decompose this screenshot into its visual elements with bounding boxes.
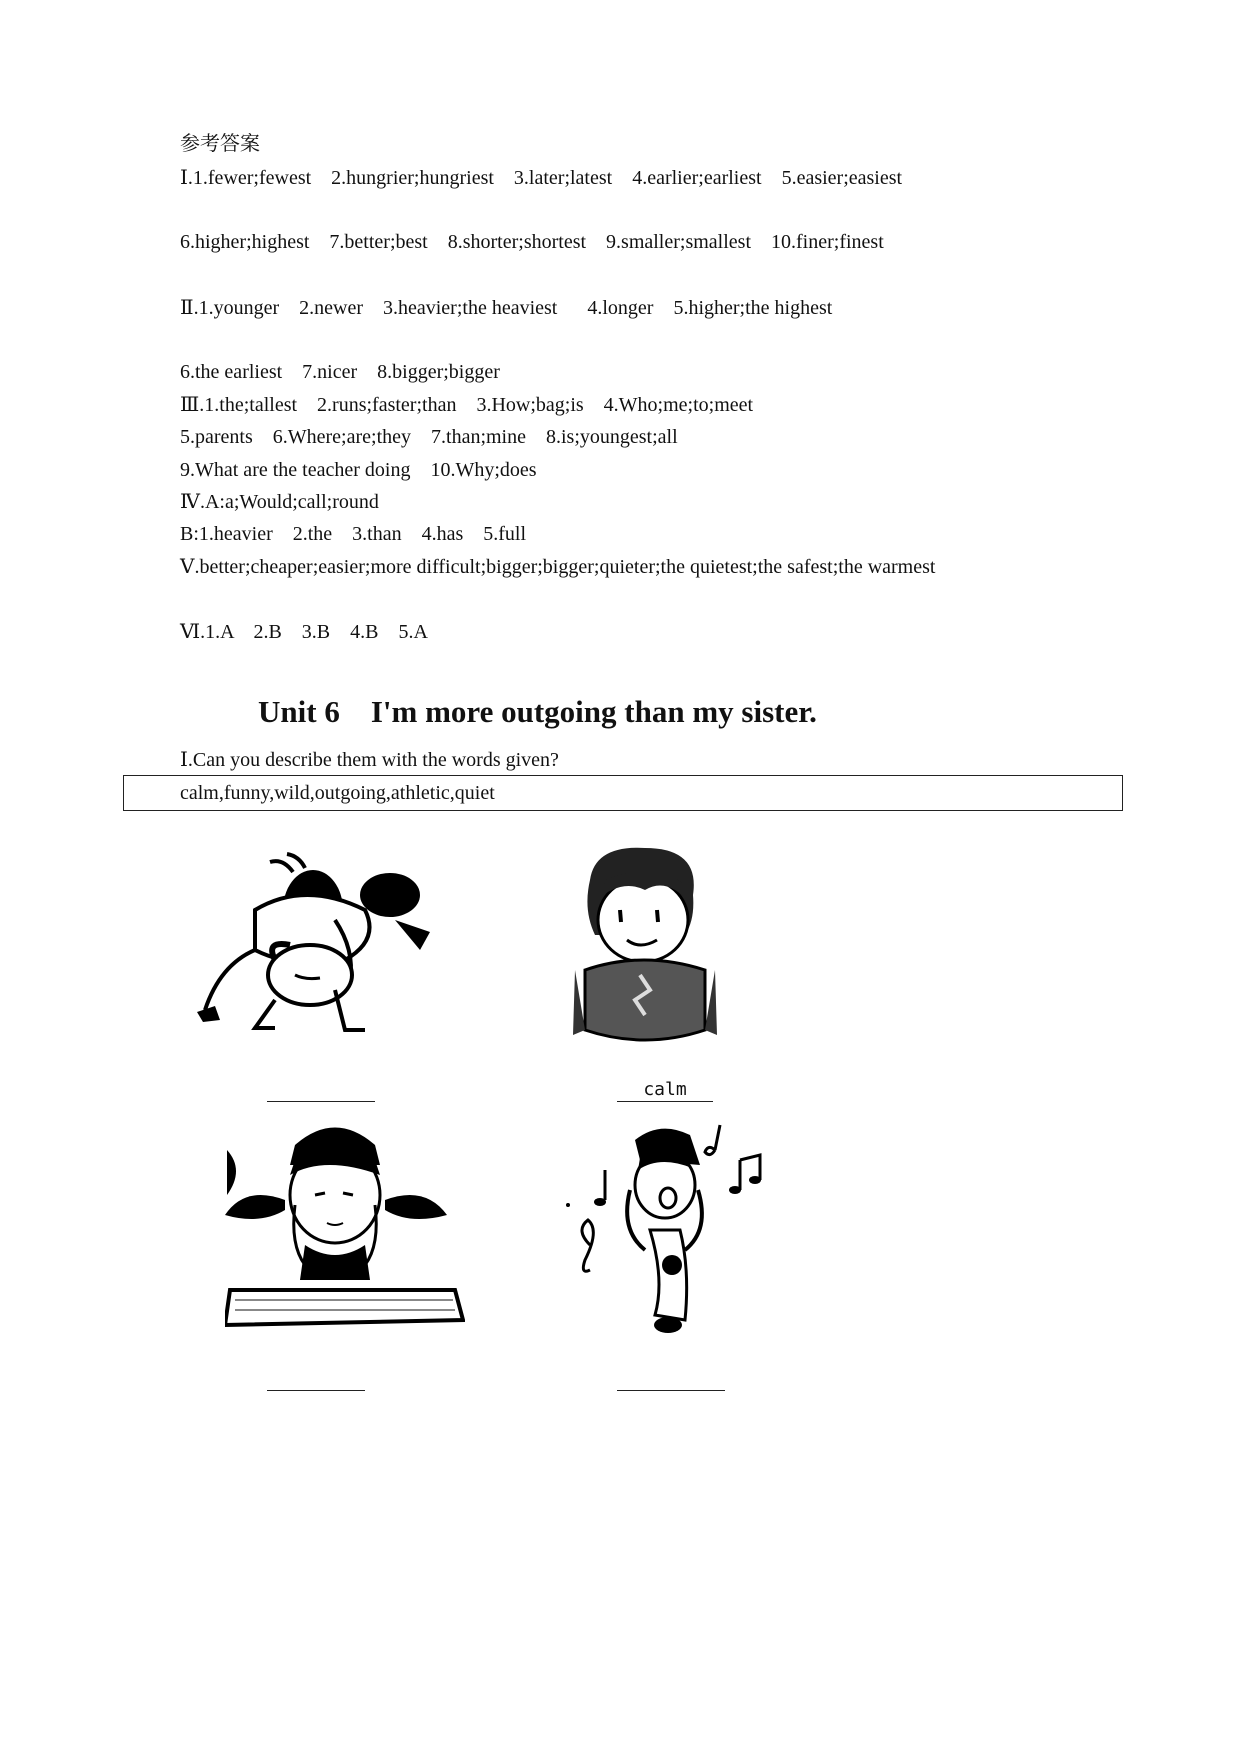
answer-blank-text: calm [643, 1079, 687, 1100]
answer-blank[interactable] [617, 1367, 725, 1391]
answer-line: B:1.heavier 2.the 3.than 4.has 5.full [180, 523, 527, 545]
answer-line: 5.parents 6.Where;are;they 7.than;mine 8.is;youngest;all [180, 426, 678, 448]
unit-title: Unit 6 I'm more outgoing than my sister. [258, 694, 817, 729]
breakdancing-person-icon [195, 850, 465, 1040]
answer-line: 9.What are the teacher doing 10.Why;does [180, 459, 537, 481]
answer-line: Ⅲ.1.the;tallest 2.runs;faster;than 3.How;bag;is 4.Who;me;to;meet [180, 394, 754, 416]
answer-line: Ⅱ.1.younger 2.newer 3.heavier;the heaviest 4.longer 5.higher;the highest [180, 297, 833, 319]
answer-line: Ⅰ.1.fewer;fewest 2.hungrier;hungriest 3.later;latest 4.earlier;earliest 5.easier;easiest [180, 167, 903, 189]
smiling-boy-icon [565, 840, 725, 1050]
answer-line: 6.higher;highest 7.better;best 8.shorter;shortest 9.smaller;smallest 10.finer;finest [180, 231, 884, 253]
answer-blank[interactable] [617, 1078, 713, 1102]
thinking-girl-icon [225, 1115, 465, 1335]
answer-line: Ⅳ.A:a;Would;call;round [180, 491, 379, 513]
singing-girl-icon [560, 1120, 770, 1340]
answers-heading: 参考答案 [180, 133, 260, 155]
answer-line: 6.the earliest 7.nicer 8.bigger;bigger [180, 361, 500, 383]
word-box [123, 775, 1123, 811]
answer-line: Ⅴ.better;cheaper;easier;more difficult;bigger;bigger;quieter;the quietest;the safest;the warmest [180, 556, 936, 578]
exercise-instruction: Ⅰ.Can you describe them with the words given? [180, 749, 559, 771]
answer-blank[interactable] [267, 1367, 365, 1391]
answer-line: Ⅵ.1.A 2.B 3.B 4.B 5.A [180, 621, 428, 643]
answer-blank[interactable] [267, 1078, 375, 1102]
word-box-text: calm,funny,wild,outgoing,athletic,quiet [180, 782, 495, 804]
